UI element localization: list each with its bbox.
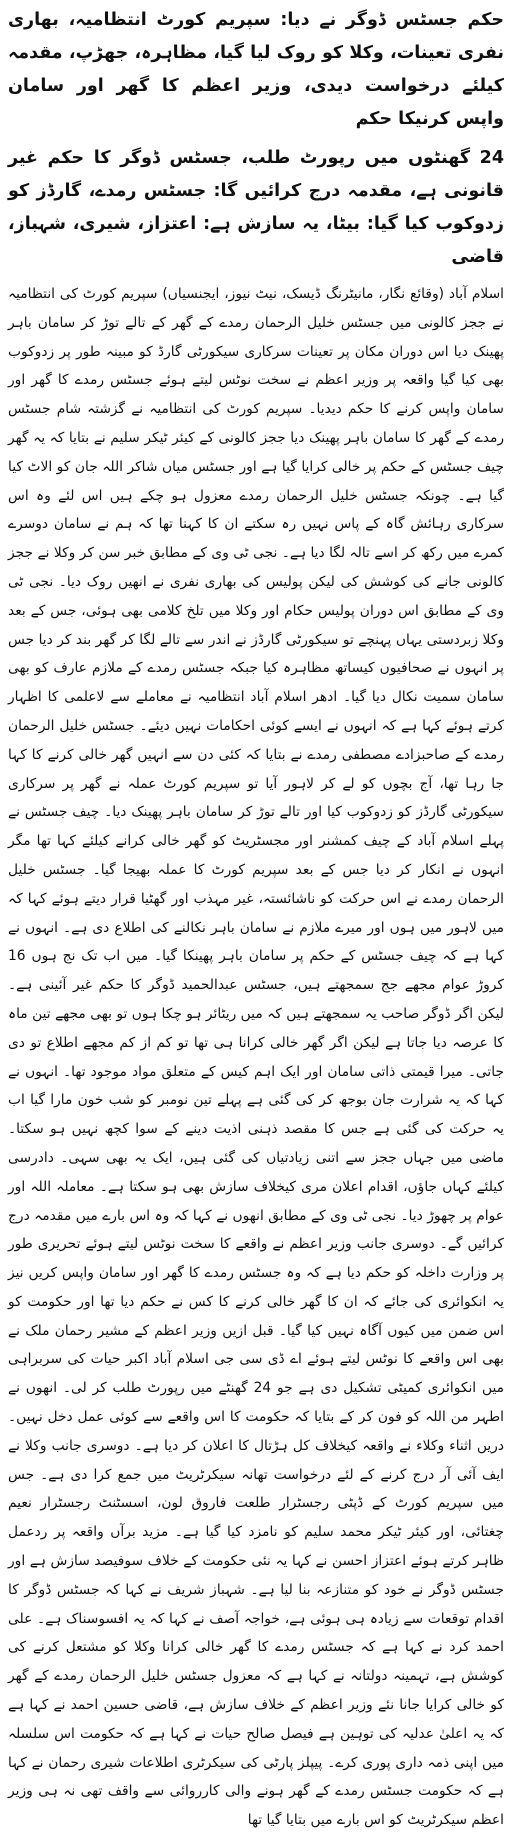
article-body: اسلام آباد (وقائع نگار، مانیٹرنگ ڈیسک، نیٹ نیوز، ایجنسیاں) سپریم کورٹ کی انتظامیہ نے ججز کالونی میں جسٹس خلیل الرحمان رمدے کے گھر کے تالے توڑ کر سامان باہر پھینک دیا اس دوران مکان پر تعینات سرکاری سیکورٹی گارڈ کو مبینہ طور پر زدوکوب بھی کیا گیا واقعہ پر وزیر اعظم نے سخت نوٹس لیتے ہوئے جسٹس رمدے کا گھر اور سامان واپس کرنے کا حکم دیدیا۔ سپریم کورٹ کی انتظامیہ نے گزشتہ شام جسٹس رمدے کے گھر کا سامان باہر پھینک دیا ججز کالونی کے کیئر ٹیکر سلیم نے بتایا کہ یہ گھر چیف جسٹس کے حکم پر خالی کرایا گیا ہے اور جسٹس میاں شاکر اللہ جان کو الاٹ کیا گیا ہے۔ چونکہ جسٹس خلیل الرحمان رمدے معزول ہو چکے ہیں اس لئے وہ اس سرکاری رہائش گاہ کے پاس نہیں رہ سکتے ان کا کہنا تھا کہ ہم نے سامان دوسرے کمرے میں رکھ کر اسے تالہ لگا دیا ہے۔ نجی ٹی وی کے مطابق خبر سن کر وکلا نے ججز کالونی جانے کی کوشش کی لیکن پولیس کی بھاری نفری نے انھیں روک دیا۔ نجی ٹی وی کے مطابق اس دوران پولیس حکام اور وکلا میں تلخ کلامی بھی ہوئی، جس کے بعد وکلا زبردستی یہاں پہنچے تو سیکورٹی گارڈز نے اندر سے تالے لگا کر گھر بند کر دیا جس پر انہوں نے صحافیوں کیساتھ مظاہرہ کیا جبکہ جسٹس رمدے کے ملازم عارف کو بھی سامان سمیت نکال دیا گیا۔ ادھر اسلام آباد انتظامیہ نے معاملے سے لاعلمی کا اظہار کرتے ہوئے کہا ہے کہ انہوں نے ایسے کوئی احکامات نہیں دیئے۔ جسٹس خلیل الرحمان رمدے کے صاحبزادے مصطفی رمدے نے بتایا کہ کئی دن سے انہیں گھر خالی کرنے کا کہا جا رہا تھا، آج بچوں کو لے کر لاہور آیا تو سپریم کورٹ عملہ نے گھر پر سرکاری سیکورٹی گارڈز کو زدوکوب کیا اور تالے توڑ کر سامان باہر پھینک دیا۔ چیف جسٹس نے پہلے اسلام آباد کے چیف کمشنر اور مجسٹریٹ کو گھر خالی کرانے کیلئے کہا تھا مگر انہوں نے انکار کر دیا جس کے بعد سپریم کورٹ کا عملہ بھیجا گیا۔ جسٹس خلیل الرحمان رمدے نے اس حرکت کو ناشائستہ، غیر مہذب اور گھٹیا قرار دیتے ہوئے کہا کہ میں لاہور میں ہوں اور میرے ملازم نے سامان باہر نکالنے کی اطلاع دی ہے۔ انہوں نے کہا ہے کہ چیف جسٹس کے حکم پر سامان باہر پھینکا گیا۔ میں اب تک نج ہوں 16 کروڑ عوام مجھے جج سمجھتے ہیں، جسٹس عبدالحمید ڈوگر کا حکم غیر آئینی ہے۔ لیکن اگر ڈوگر صاحب یہ سمجھتے ہیں کہ میں ریٹائر ہو چکا ہوں تو بھی مجھے تین ماہ کا عرصہ دیا جاتا ہے لیکن اگر گھر خالی کرانا ہی تھا تو کم از کم مجھے اطلاع تو دی جاتی۔ میرا قیمتی ذاتی سامان اور ایک اہم کیس کے متعلق مواد موجود تھا۔ انہوں نے کہا کہ یہ شرارت جان بوجھ کر کی گئی ہے پہلے تین نومبر کو شب خون مارا گیا اب یہ حرکت کی گئی ہے جس کا مقصد ذہنی اذیت دینے کے سوا کچھ نہیں ہو سکتا۔ ماضی میں جہاں ججز سے اتنی زیادتیاں کی گئی ہیں، ایک یہ بھی سہی۔ دادرسی کیلئے کہاں جاؤں، اقدام اعلان مری کیخلاف سازش بھی ہو سکتا ہے۔ معاملہ اللہ اور عوام پر چھوڑ دیا۔ نجی ٹی وی کے مطابق انھوں نے کہا کہ وہ اس بارے میں مقدمہ درج کرائیں گے۔ دوسری جانب وزیر اعظم نے واقعے کا سخت نوٹس لیتے ہوئے تحریری طور پر وزارت داخلہ کو حکم دیا ہے کہ وہ جسٹس رمدے کا گھر اور سامان واپس کریں نیز یہ انکوائری کی جائے کہ ان کا گھر خالی کرنے کا کس نے حکم دیا تھا اور حکومت کو اس ضمن میں کیوں آگاہ نہیں کیا گیا۔ قبل ازیں وزیر اعظم کے مشیر رحمان ملک نے بھی اس واقعے کا نوٹس لیتے ہوئے اے ڈی سی جی اسلام آباد اکبر حیات کی سربراہی میں انکوائری کمیٹی تشکیل دی ہے جو 24 گھنٹے میں رپورٹ طلب کر لی۔ انھوں نے اطہر من اللہ کو فون کر کے بتایا کہ حکومت کا اس واقعے سے کوئی عمل دخل نہیں۔ دریں اثناء وکلاء نے واقعہ کیخلاف کل ہڑتال کا اعلان کر دیا ہے۔ دوسری جانب وکلا نے ایف آئی آر درج کرنے کے لئے درخواست تھانہ سیکرٹریٹ میں جمع کرا دی ہے۔ جس میں سپریم کورٹ کے ڈپٹی رجسٹرار طلعت فاروق لون، اسسٹنٹ رجسٹرار نعیم چغتائی، اور کیئر ٹیکر محمد سلیم کو نامزد کیا گیا ہے۔ مزید برآں واقعہ پر ردعمل ظاہر کرتے ہوئے اعتزاز احسن نے کہا یہ نئی حکومت کے خلاف سوفیصد سازش ہے اور جسٹس ڈوگر نے خود کو متنازعہ بنا لیا ہے۔ شہباز شریف نے کہا کہ جسٹس ڈوگر کا اقدام توقعات سے زیادہ ہی ہوئی ہے، خواجہ آصف نے کہا کہ یہ افسوسناک ہے۔ علی احمد کرد نے کہا ہے کہ جسٹس رمدے کا گھر خالی کرانا وکلا کو مشتعل کرنے کی کوشش ہے، تہمینہ دولتانہ نے کہا ہے کہ معزول جسٹس خلیل الرحمان رمدے کے گھر کو خالی کرایا جانا نئے وزیر اعظم کے خلاف سازش ہے، قاضی حسین احمد نے کہا ہے کہ یہ اعلیٰ عدلیہ کی توہین ہے فیصل صالح حیات نے کہا ہے کہ حکومت اس سلسلہ میں اپنی ذمہ داری پوری کرے۔ پیپلز پارٹی کی سیکرٹری اطلاعات شیری رحمان نے کہا ہے کہ حکومت جسٹس رمدے کے گھر ہونے والی کارروائی سے واقف تھی نہ ہی وزیر اعظم سیکرٹریٹ کو اس بارے میں بتایا گیا تھا <box>8 286 505 1829</box>
article-headline: حکم جسٹس ڈوگر نے دیا: سپریم کورٹ انتظامیہ، بھاری نفری تعینات، وکلا کو روک لیا گیا، مظاہرہ، جھڑپ، مقدمہ کیلئے درخواست دیدی، وزیر اعظم کا گھر اور سامان واپس کرنیکا حکم <box>8 10 504 129</box>
article-subheadline: 24 گھنٹوں میں رپورٹ طلب، جسٹس ڈوگر کا حکم غیر قانونی ہے، مقدمہ درج کرائیں گا: جسٹس رمدے، گارڈز کو زدوکوب کیا گیا: بیٹا، یہ سازش ہے: اعتزاز، شیری، شہباز، قاضی <box>8 148 504 267</box>
